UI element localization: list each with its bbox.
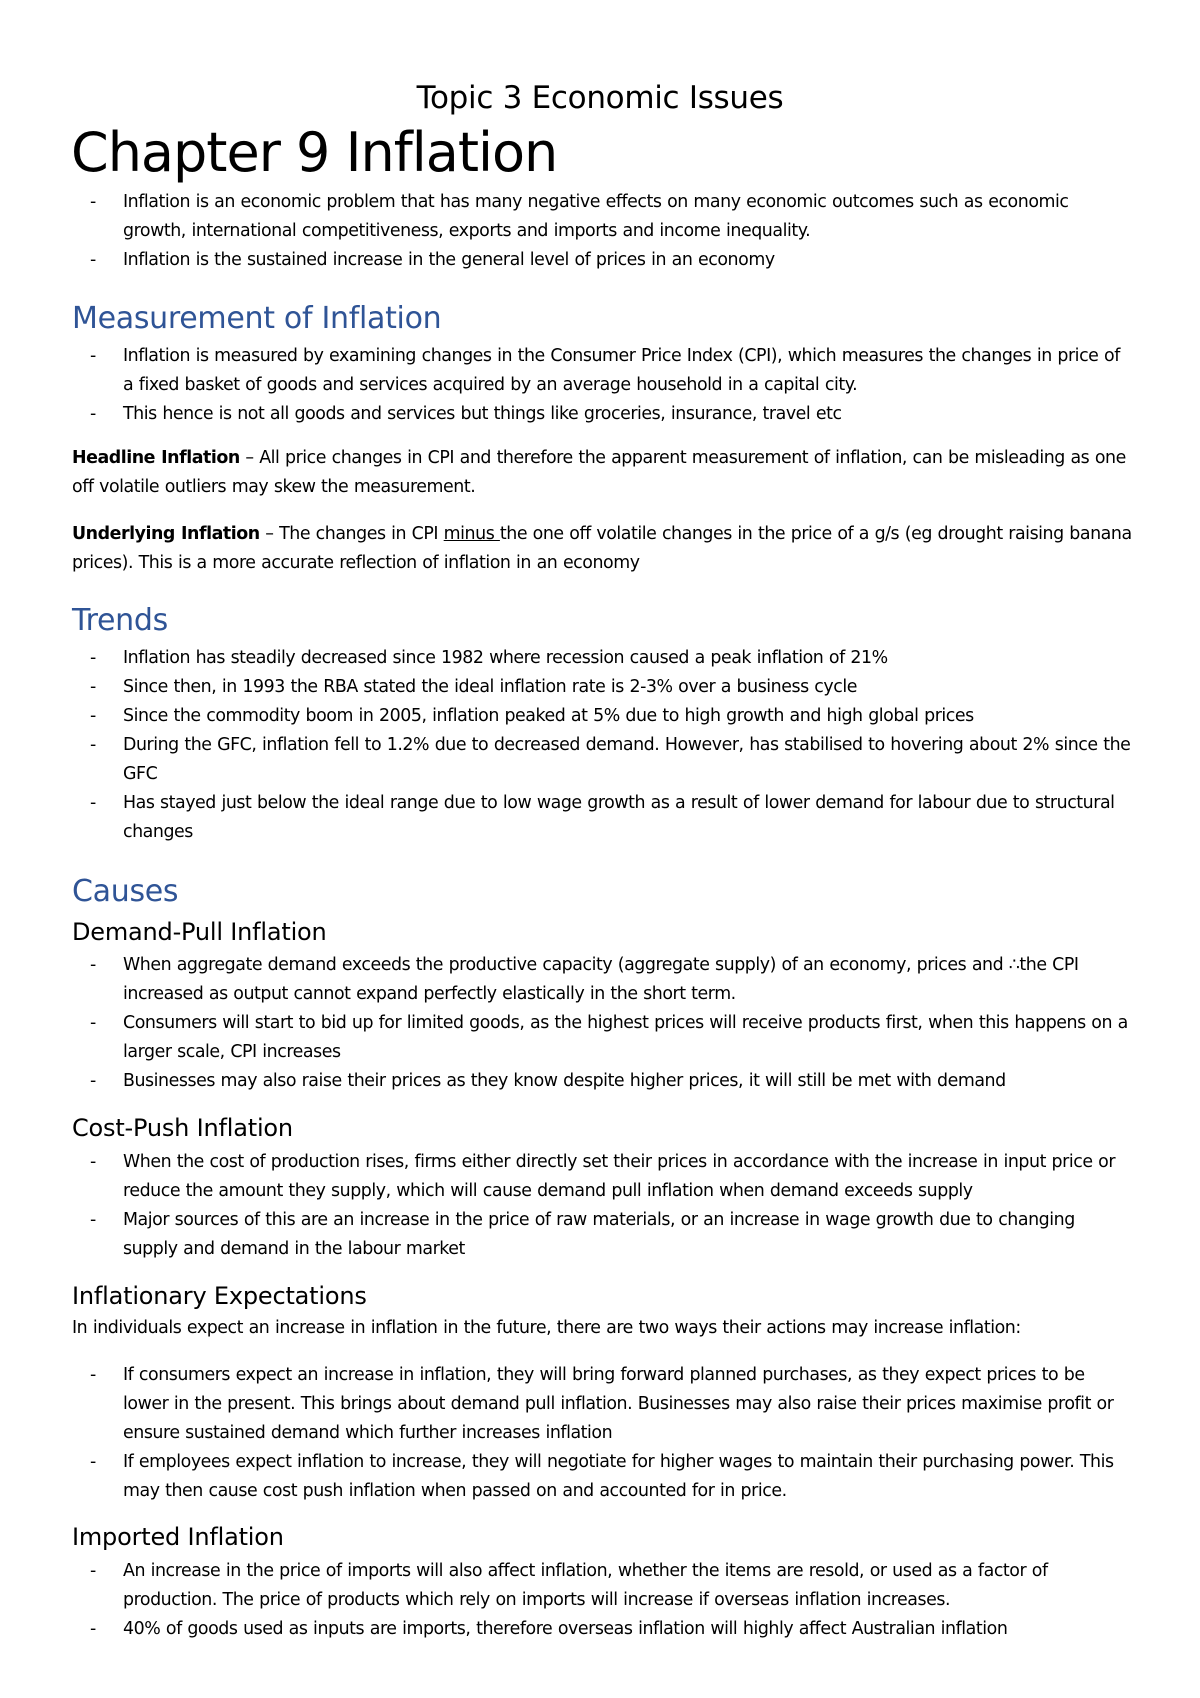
list-item: - Inflation is the sustained increase in the general level of prices in an economy: [90, 250, 775, 270]
subheading-demand-pull: Demand-Pull Inflation: [72, 918, 327, 946]
list-item: - Consumers will start to bid up for limited goods, as the highest prices will receive products first, when this happens on a larger scale, CPI increases: [90, 1013, 1128, 1062]
topic-title: Topic 3 Economic Issues: [416, 80, 784, 116]
expectations-intro: In individuals expect an increase in inflation in the future, there are two ways their actions may increase inflation:: [72, 1318, 1021, 1338]
subheading-expectations: Inflationary Expectations: [72, 1282, 367, 1310]
list-item: - If consumers expect an increase in inflation, they will bring forward planned purchases, as they expect prices to be lower in the present. This brings about demand pull inflation. Businesses may also raise their prices maximise profit or ensure sustained demand which further increases inflation: [90, 1365, 1114, 1443]
list-item: - Inflation has steadily decreased since 1982 where recession caused a peak inflation of 21%: [90, 648, 888, 668]
list-item: - During the GFC, inflation fell to 1.2% due to decreased demand. However, has stabilised to hovering about 2% since the GFC: [90, 735, 1131, 784]
list-item: - An increase in the price of imports will also affect inflation, whether the items are resold, or used as a factor of production. The price of products which rely on imports will increase if overseas inflation increases.: [90, 1561, 1048, 1610]
list-item: - When aggregate demand exceeds the productive capacity (aggregate supply) of an economy, prices and ∴the CPI increased as output cannot expand perfectly elastically in the short term.: [90, 955, 1079, 1004]
list-item: - Inflation is an economic problem that has many negative effects on many economic outcomes such as economic growth, international competitiveness, exports and imports and income inequality.: [90, 192, 1069, 241]
list-item: - Since then, in 1993 the RBA stated the ideal inflation rate is 2-3% over a business cycle: [90, 677, 857, 697]
subheading-imported: Imported Inflation: [72, 1523, 284, 1551]
list-item: - Has stayed just below the ideal range due to low wage growth as a result of lower demand for labour due to structural changes: [90, 793, 1115, 842]
chapter-title: Chapter 9 Inflation: [71, 121, 558, 184]
section-heading-measurement: Measurement of Inflation: [72, 301, 442, 336]
list-item: - When the cost of production rises, firms either directly set their prices in accordance with the increase in input price or reduce the amount they supply, which will cause demand pull inflation when demand exceeds supply: [90, 1152, 1116, 1201]
list-item: - Businesses may also raise their prices as they know despite higher prices, it will still be met with demand: [90, 1071, 1006, 1091]
list-item: - 40% of goods used as inputs are imports, therefore overseas inflation will highly affect Australian inflation: [90, 1619, 1008, 1639]
subheading-cost-push: Cost-Push Inflation: [72, 1114, 293, 1142]
list-item: - Inflation is measured by examining changes in the Consumer Price Index (CPI), which measures the changes in price of a fixed basket of goods and services acquired by an average household in a capital city.: [90, 346, 1120, 395]
list-item: - This hence is not all goods and services but things like groceries, insurance, travel etc: [90, 404, 842, 424]
section-heading-causes: Causes: [72, 874, 179, 909]
underlined-word: minus: [443, 524, 500, 544]
list-item: - If employees expect inflation to increase, they will negotiate for higher wages to maintain their purchasing power. This may then cause cost push inflation when passed on and accounted for in price.: [90, 1452, 1114, 1501]
underlying-inflation-paragraph: Underlying Inflation – The changes in CPI minus the one off volatile changes in the price of a g/s (eg drought raising banana prices). This is a more accurate reflection of inflation in an economy: [72, 524, 1132, 573]
headline-inflation-paragraph: Headline Inflation – All price changes in CPI and therefore the apparent measurement of inflation, can be misleading as one off volatile outliers may skew the measurement.: [72, 448, 1126, 497]
list-item: - Major sources of this are an increase in the price of raw materials, or an increase in wage growth due to changing supply and demand in the labour market: [90, 1210, 1075, 1259]
headline-inflation-term: Headline Inflation: [72, 448, 240, 468]
list-item: - Since the commodity boom in 2005, inflation peaked at 5% due to high growth and high global prices: [90, 706, 974, 726]
underlying-inflation-term: Underlying Inflation: [72, 524, 260, 544]
section-heading-trends: Trends: [72, 603, 168, 638]
